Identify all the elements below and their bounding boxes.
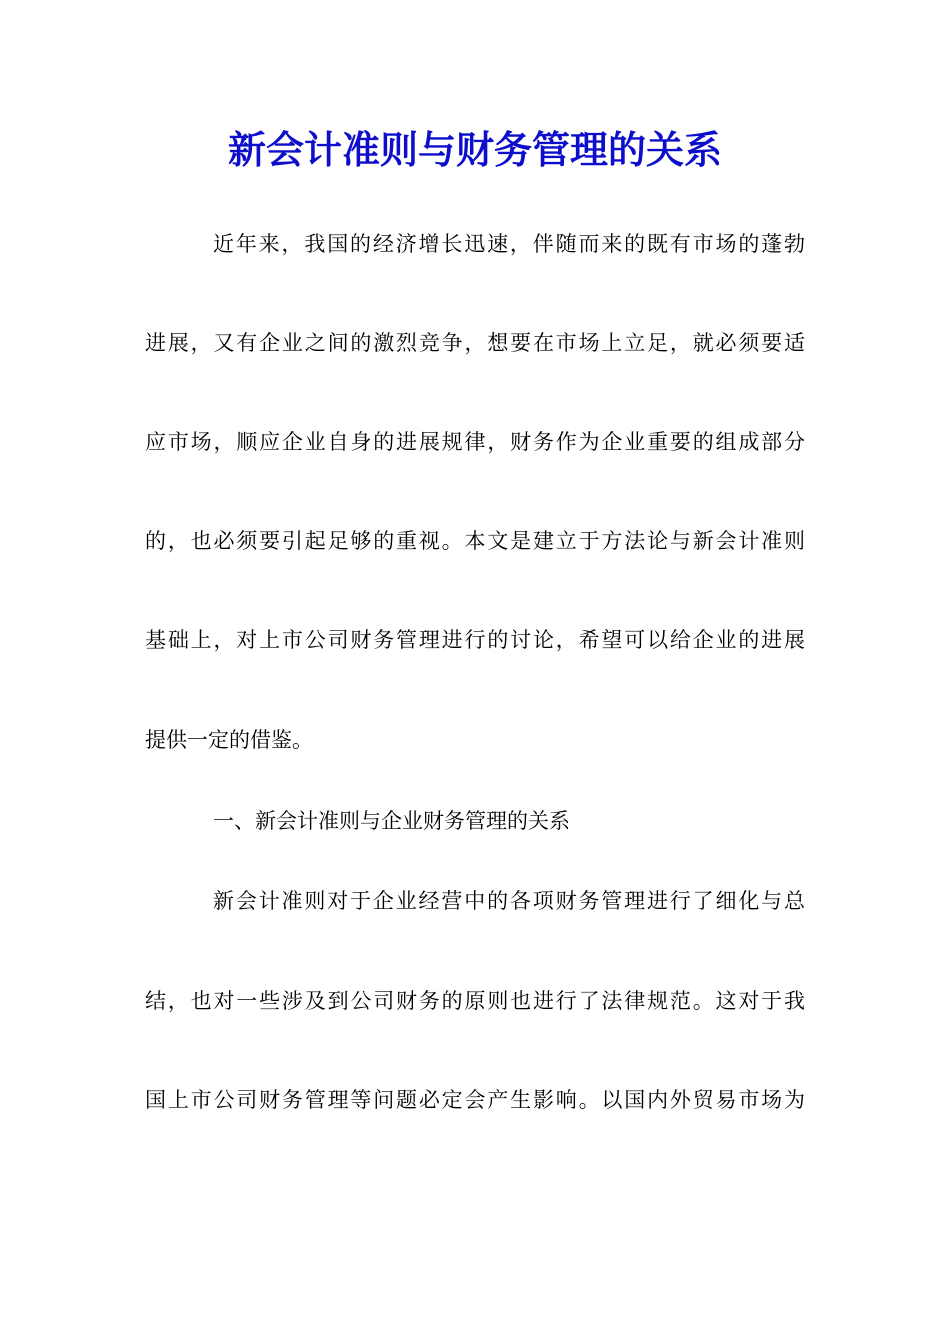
paragraph-line: 新会计准则对于企业经营中的各项财务管理进行了细化与总	[213, 889, 805, 913]
paragraph-line: 国上市公司财务管理等问题必定会产生影响。以国内外贸易市场为	[145, 1088, 805, 1112]
paragraph-line: 的，也必须要引起足够的重视。本文是建立于方法论与新会计准则	[145, 529, 805, 553]
paragraph-line: 结，也对一些涉及到公司财务的原则也进行了法律规范。这对于我	[145, 989, 805, 1013]
paragraph-line: 进展，又有企业之间的激烈竞争，想要在市场上立足，就必须要适	[145, 331, 805, 355]
paragraph-line: 基础上，对上市公司财务管理进行的讨论，希望可以给企业的进展	[145, 628, 805, 652]
document-title: 新会计准则与财务管理的关系	[227, 127, 722, 172]
paragraph-line: 应市场，顺应企业自身的进展规律，财务作为企业重要的组成部分	[145, 430, 805, 454]
section-heading: 一、新会计准则与企业财务管理的关系	[213, 809, 570, 833]
paragraph-line: 提供一定的借鉴。	[145, 728, 313, 752]
paragraph-line: 近年来，我国的经济增长迅速，伴随而来的既有市场的蓬勃	[213, 232, 805, 256]
